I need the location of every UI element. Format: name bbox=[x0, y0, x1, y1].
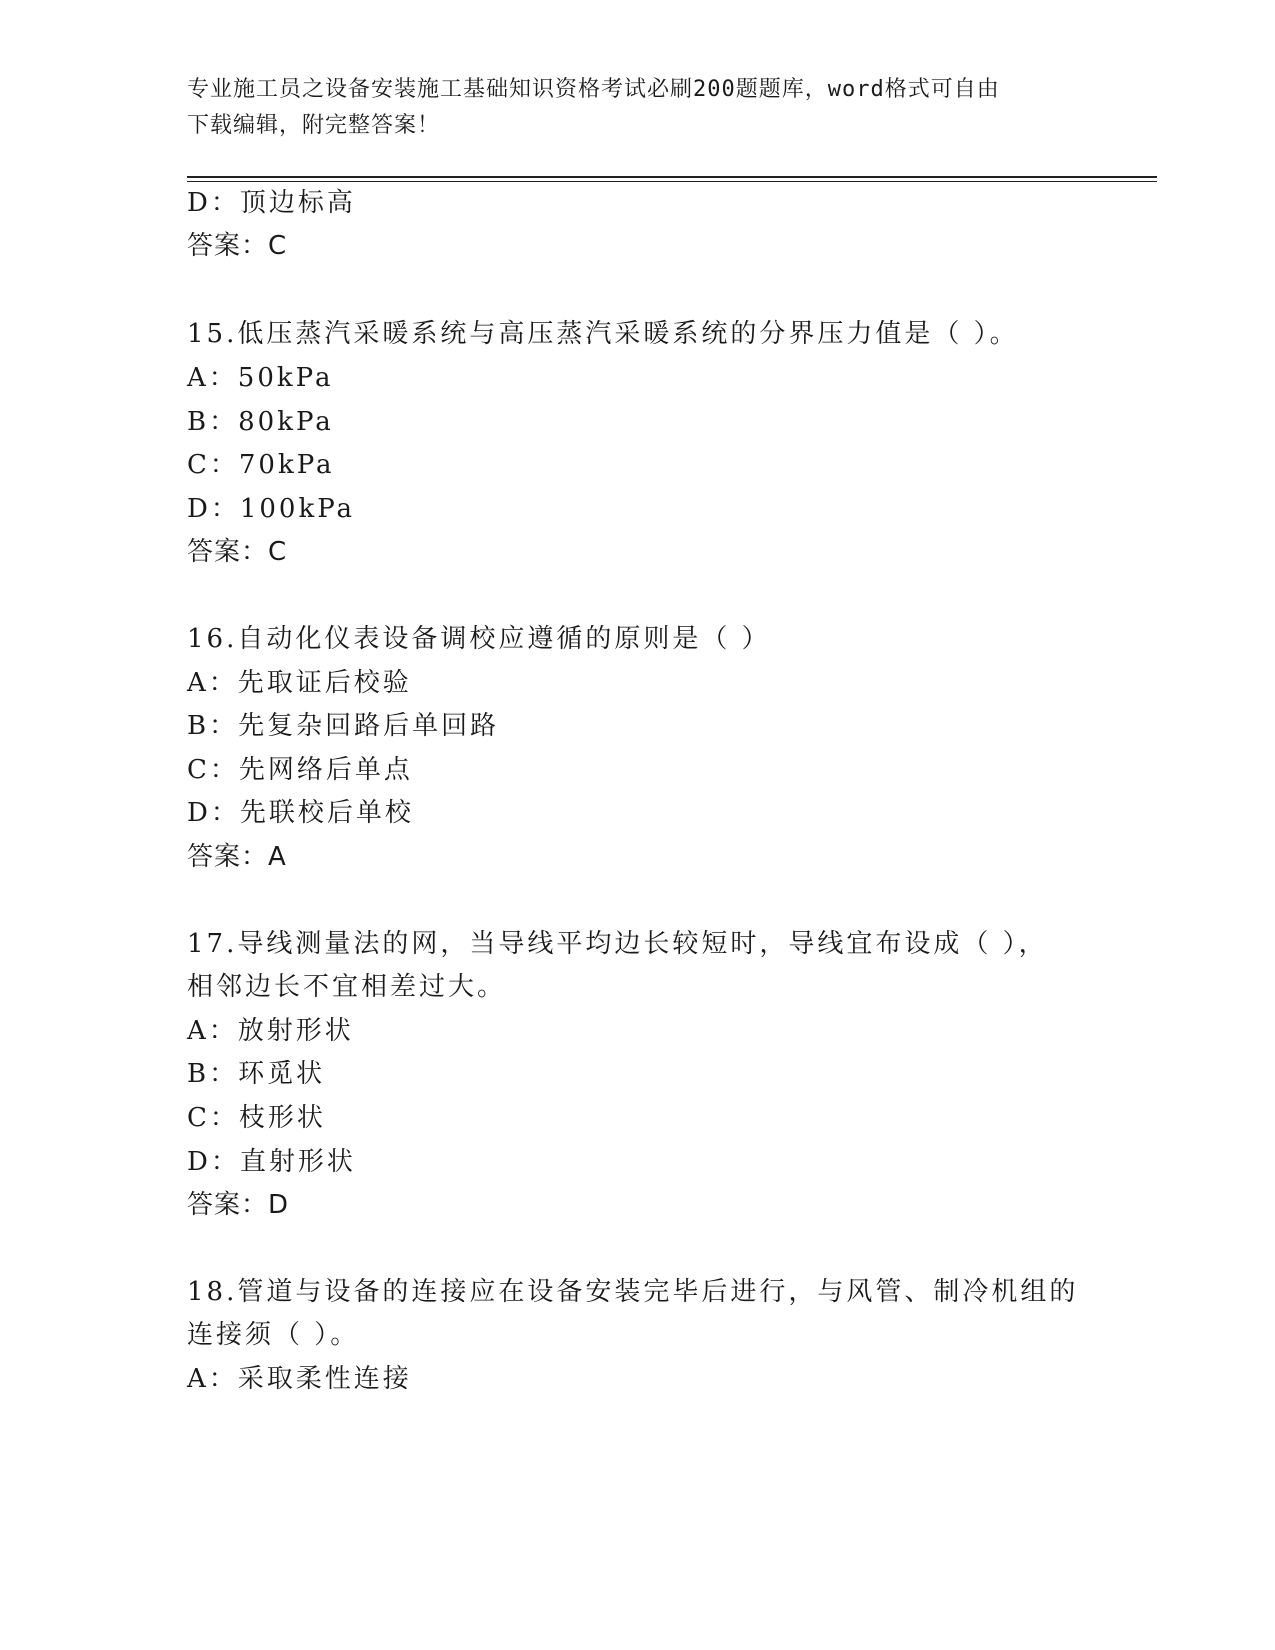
q15-answer: 答案：C bbox=[187, 537, 288, 567]
q18-stem-line-1: 18.管道与设备的连接应在设备安装完毕后进行，与风管、制冷机组的 bbox=[187, 1277, 1079, 1307]
q17-option-c: C：枝形状 bbox=[187, 1103, 326, 1133]
header-title-line-2: 下载编辑，附完整答案！ bbox=[187, 113, 441, 138]
header-divider-thick bbox=[187, 176, 1157, 178]
q15-stem: 15.低压蒸汽采暖系统与高压蒸汽采暖系统的分界压力值是（ ）。 bbox=[187, 319, 1019, 349]
q15-option-a: A：50kPa bbox=[187, 363, 334, 393]
q17-stem-line-2: 相邻边长不宜相差过大。 bbox=[187, 972, 507, 1002]
q17-option-a: A：放射形状 bbox=[187, 1016, 354, 1046]
q16-option-b: B：先复杂回路后单回路 bbox=[187, 711, 500, 741]
q15-option-c: C：70kPa bbox=[187, 450, 335, 480]
q16-stem: 16.自动化仪表设备调校应遵循的原则是（ ） bbox=[187, 624, 771, 654]
q17-option-b: B：环觅状 bbox=[187, 1059, 326, 1089]
q15-option-b: B：80kPa bbox=[187, 407, 334, 437]
q16-option-c: C：先网络后单点 bbox=[187, 755, 413, 785]
q14-option-d: D：顶边标高 bbox=[187, 188, 356, 218]
q17-answer: 答案：D bbox=[187, 1190, 290, 1220]
document-header bbox=[187, 72, 1067, 144]
q16-option-d: D：先联校后单校 bbox=[187, 798, 414, 828]
q17-stem-line-1: 17.导线测量法的网，当导线平均边长较短时，导线宜布设成（ ）， bbox=[187, 929, 1048, 959]
header-divider-thin bbox=[187, 181, 1157, 182]
q16-option-a: A：先取证后校验 bbox=[187, 668, 412, 698]
q18-stem-line-2: 连接须（ ）。 bbox=[187, 1320, 360, 1350]
header-title-line-1: 专业施工员之设备安装施工基础知识资格考试必刷200题题库，word格式可自由 bbox=[187, 77, 1000, 102]
q18-option-a: A：采取柔性连接 bbox=[187, 1364, 412, 1394]
q14-answer: 答案：C bbox=[187, 231, 288, 261]
q16-answer: 答案：A bbox=[187, 842, 287, 872]
q15-option-d: D：100kPa bbox=[187, 494, 356, 524]
q17-option-d: D：直射形状 bbox=[187, 1147, 356, 1177]
